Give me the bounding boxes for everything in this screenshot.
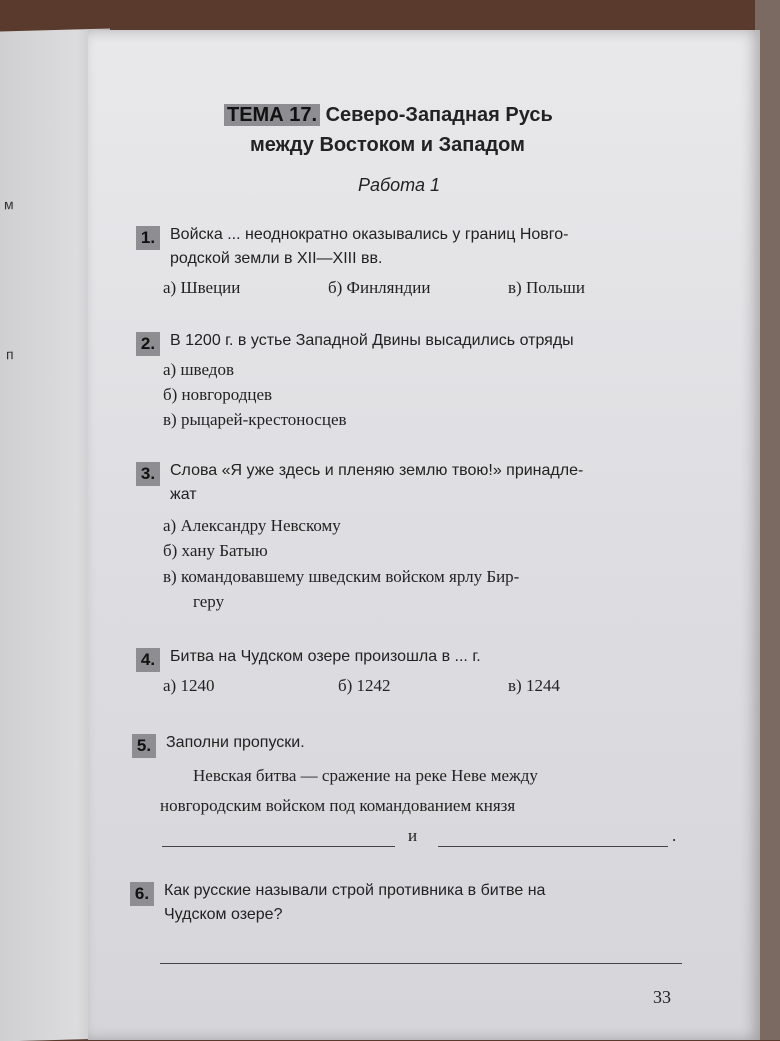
answer-option: в) Польши	[508, 278, 585, 297]
answer-option: б) хану Батыю	[163, 541, 268, 560]
end-mark: .	[672, 826, 677, 845]
question-number: 2.	[136, 332, 160, 356]
answer-option: а) Швеции	[163, 278, 241, 297]
question-text-line: жат	[170, 486, 197, 503]
question-text: В 1200 г. в устье Западной Двины высадились отряды	[170, 332, 574, 349]
topic-label: ТЕМА 17.	[224, 104, 320, 126]
question-text-line: Чудском озере?	[164, 906, 283, 923]
joiner-text: и	[408, 826, 418, 845]
answer-option: а) 1240	[163, 676, 215, 695]
paragraph-line: Невская битва — сражение на реке Неве между	[193, 766, 538, 785]
page-title-line2: между Востоком и Западом	[250, 134, 525, 156]
question-number: 1.	[136, 226, 160, 250]
topic-title: Северо-Западная Русь	[325, 104, 553, 126]
paragraph-line: новгородским войском под командованием князя	[160, 796, 516, 815]
question-number: 5.	[132, 734, 156, 758]
answer-option: в) 1244	[508, 676, 560, 695]
question-text-line: Войска ... неоднократно оказывались у границ Новго-	[170, 226, 569, 243]
question-text: Битва на Чудском озере произошла в ... г.	[170, 648, 481, 665]
question-text	[164, 879, 545, 927]
question-text	[170, 223, 569, 271]
question-text	[170, 459, 583, 507]
work-subtitle: Работа 1	[358, 175, 440, 195]
answer-option: б) Финляндии	[328, 278, 431, 297]
question-number: 3.	[136, 462, 160, 486]
answer-option: а) Александру Невскому	[163, 516, 341, 535]
question-number: 4.	[136, 648, 160, 672]
answer-blank[interactable]	[162, 845, 395, 847]
left-page-fragment: п	[6, 346, 14, 363]
answer-option: в) рыцарей-крестоносцев	[163, 410, 347, 429]
answer-blank[interactable]	[438, 845, 668, 847]
answer-option: в) командовавшему шведским войском ярлу Бир-	[163, 567, 520, 586]
answer-option: б) 1242	[338, 676, 391, 695]
page-title-line1	[224, 104, 553, 127]
question-text-line: родской земли в XII—XIII вв.	[170, 250, 383, 267]
question-text: Заполни пропуски.	[166, 734, 305, 751]
page-number: 33	[653, 987, 671, 1007]
answer-option: б) новгородцев	[163, 385, 273, 404]
answer-option-continuation: геру	[193, 592, 225, 611]
answer-blank[interactable]	[160, 962, 682, 964]
question-text-line: Как русские называли строй противника в битве на	[164, 882, 546, 899]
answer-option: а) шведов	[163, 360, 234, 379]
workbook-page	[88, 30, 760, 1040]
left-page-fragment: м	[4, 196, 14, 213]
question-text-line: Слова «Я уже здесь и пленяю землю твою!» принадле-	[170, 462, 584, 479]
question-number: 6.	[130, 882, 154, 906]
